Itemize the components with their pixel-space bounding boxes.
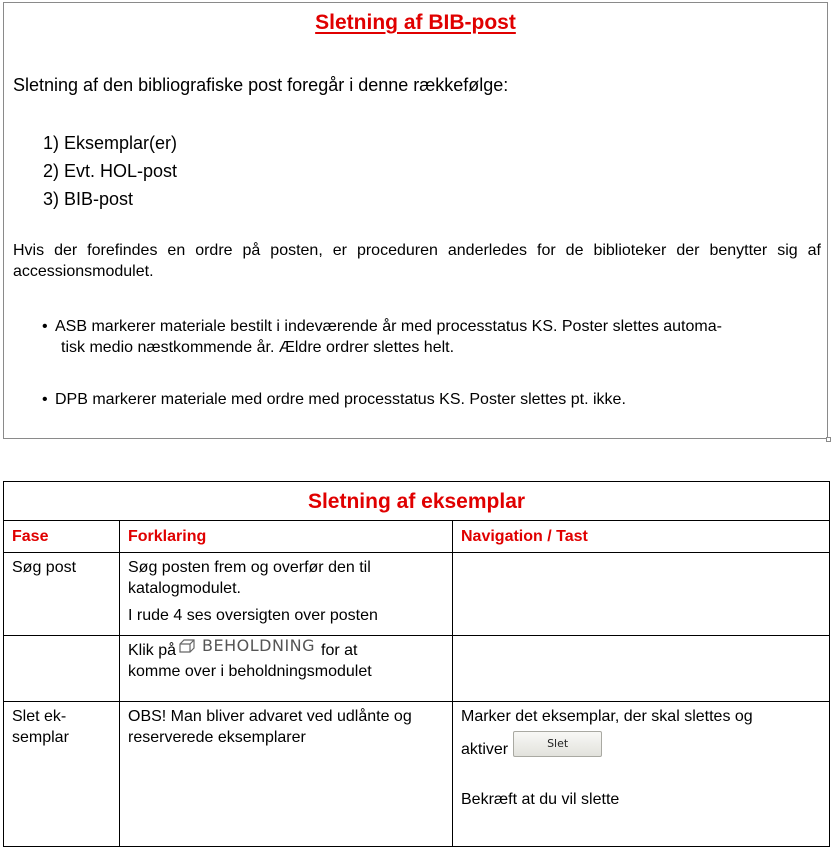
cube-icon bbox=[178, 638, 196, 654]
bib-post-section bbox=[3, 2, 828, 439]
section-title: Sletning af BIB-post bbox=[315, 11, 516, 34]
beholdning-button[interactable] bbox=[178, 635, 315, 656]
cell-forklaring bbox=[120, 636, 453, 702]
for-at-text: for at bbox=[321, 642, 358, 659]
intro-text: Sletning af den bibliografiske post foregår i denne rækkefølge: bbox=[13, 75, 509, 95]
forklaring-line: I rude 4 ses oversigten over posten bbox=[128, 607, 378, 624]
fase-line: semplar bbox=[12, 729, 69, 746]
cell-forklaring bbox=[120, 553, 453, 636]
table-row bbox=[4, 636, 830, 702]
table-title: Sletning af eksemplar bbox=[4, 482, 830, 521]
bullet-asb-line1: ASB markerer materiale bestilt i indeværende år med processtatus KS. Poster slettes automa- bbox=[55, 318, 722, 335]
bullet-icon: • bbox=[42, 318, 48, 335]
step-item: 2) Evt. HOL-post bbox=[43, 161, 178, 181]
bullet-asb-line2: tisk medio næstkommende år. Ældre ordrer slettes helt. bbox=[61, 339, 455, 356]
cell-navigation bbox=[453, 702, 830, 847]
header-fase: Fase bbox=[4, 521, 120, 553]
forklaring-line: Søg posten frem og overfør den til katalogmodulet. bbox=[128, 559, 371, 597]
step-list bbox=[43, 129, 177, 213]
cell-navigation bbox=[453, 553, 830, 636]
bullet-dpb bbox=[42, 389, 833, 410]
cell-fase bbox=[4, 636, 120, 702]
step-item: 1) Eksemplar(er) bbox=[43, 133, 178, 153]
beholdning-label: BEHOLDNING bbox=[202, 636, 316, 655]
cell-fase bbox=[4, 702, 120, 847]
step-item: 3) BIB-post bbox=[43, 189, 134, 209]
resize-handle bbox=[826, 437, 831, 442]
procedure-table bbox=[3, 481, 830, 847]
table-row bbox=[4, 702, 830, 847]
klik-paa-text: Klik på bbox=[128, 642, 177, 659]
navigation-line bbox=[461, 737, 821, 763]
order-note: Hvis der forefindes en ordre på posten, er proceduren anderledes for de biblioteker der benytter sig af accessionsmodulet. bbox=[13, 242, 821, 280]
aktiver-text: aktiver bbox=[461, 741, 509, 759]
confirm-text: Bekræft at du vil slette bbox=[461, 791, 620, 808]
forklaring-line bbox=[128, 636, 444, 661]
header-forklaring: Forklaring bbox=[120, 521, 453, 553]
forklaring-line: komme over i beholdningsmodulet bbox=[128, 663, 372, 680]
bullet-icon: • bbox=[42, 391, 48, 408]
bullet-asb bbox=[42, 316, 833, 358]
cell-navigation bbox=[453, 636, 830, 702]
cell-forklaring: OBS! Man bliver advaret ved udlånte og reserverede eksemplarer bbox=[120, 702, 453, 847]
bullet-dpb-text: DPB markerer materiale med ordre med processtatus KS. Poster slettes pt. ikke. bbox=[55, 391, 626, 408]
slet-button[interactable]: Slet bbox=[513, 731, 602, 757]
cell-fase: Søg post bbox=[4, 553, 120, 636]
navigation-line: Marker det eksemplar, der skal slettes og bbox=[461, 708, 753, 725]
header-navigation: Navigation / Tast bbox=[453, 521, 830, 553]
table-row bbox=[4, 553, 830, 636]
fase-line: Slet ek- bbox=[12, 708, 67, 725]
